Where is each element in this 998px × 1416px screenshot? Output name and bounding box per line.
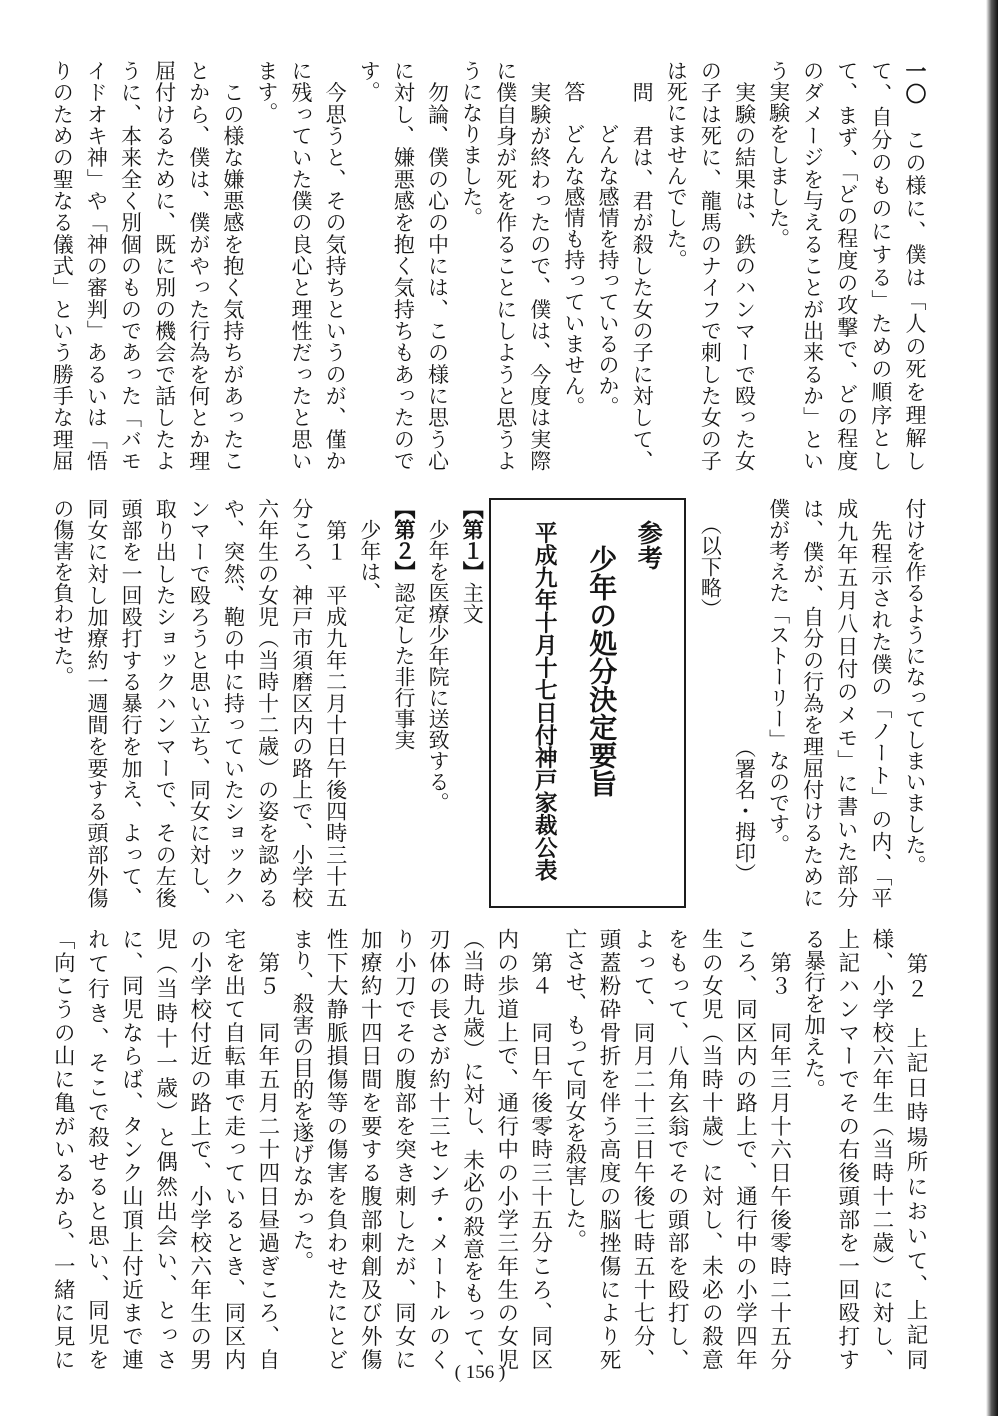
text-column: 第４ 同日午後零時三十五分ころ、同区 <box>527 928 553 1370</box>
text-column: れて行き、そこで殺せると思い、同児を <box>84 928 110 1370</box>
text-column: て、自分のものにする」ための順序とし <box>868 60 893 471</box>
text-column: り小刀でその腹部を突き刺したが、同女に <box>391 928 417 1370</box>
text-column: 少年を医療少年院に送致する。 <box>426 498 451 813</box>
text-column: 取り出したショックハンマーで、その左後 <box>153 498 178 908</box>
text-column: ころ、同区内の路上で、通行中の小学四年 <box>732 928 758 1370</box>
text-column: の傷害を負わせた。 <box>50 498 75 687</box>
text-column: りのための聖なる儀式」という勝手な理屈 <box>50 60 75 471</box>
text-column: る暴行を加えた。 <box>800 928 826 1100</box>
text-column: 第５ 同年五月二十四日昼過ぎころ、自 <box>254 928 280 1370</box>
text-column: まり、殺害の目的を遂げなかった。 <box>289 928 315 1272</box>
text-column: は、僕が、自分の行為を理屈付けるために <box>800 498 825 908</box>
text-column: この様な嫌悪感を抱く気持ちがあったこ <box>220 60 245 471</box>
text-column: 亡させ、もって同女を殺害した。 <box>561 928 587 1251</box>
text-column: 少年は、 <box>357 498 382 603</box>
text-column: イドオキ神」や「神の審判」あるいは「悟 <box>84 60 109 471</box>
text-column: 刃体の長さが約十三センチ・メートルのく <box>425 928 451 1370</box>
text-column: をもって、八角玄翁でその頭部を殴打し、 <box>664 928 690 1370</box>
signature-note: （署名・拇印） <box>732 737 757 884</box>
text-column: （当時九歳）に対し、未必の殺意をもって、 <box>459 928 485 1370</box>
text-column: に対し、嫌悪感を抱く気持ちもあったので <box>391 60 416 471</box>
text-column: 同女に対し加療約一週間を要する頭部外傷 <box>85 498 110 908</box>
text-column: のダメージを与えることが出来るか」とい <box>800 60 825 471</box>
text-column: 様、小学校六年生（当時十二歳）に対し、 <box>868 928 894 1370</box>
text-column: 今思うと、その気持ちというのが、僅か <box>323 60 348 471</box>
reference-label: 参考 <box>634 520 664 570</box>
text-column: う実験をしました。 <box>766 60 791 249</box>
text-column: や、突然、鞄の中に持っていたショックハ <box>221 498 246 908</box>
text-column: どんな感情を持っているのか。 <box>596 60 621 417</box>
text-column: に、同児ならば、タンク山頂上付近まで連 <box>118 928 144 1370</box>
text-column: 勿論、僕の心の中には、この様に思う心 <box>425 60 450 471</box>
page-number: ( 156 ) <box>454 1362 506 1383</box>
text-column: 頭蓋粉砕骨折を伴う高度の脳挫傷により死 <box>596 928 622 1370</box>
text-column: 頭部を一回殴打する暴行を加え、よって、 <box>119 498 144 908</box>
section-heading-label: 【第２】 <box>392 498 418 582</box>
text-column: うになりました。 <box>459 60 484 228</box>
text-column: よって、同月二十三日午後七時五十七分、 <box>630 928 656 1370</box>
section-heading-title: 主文 <box>460 582 485 624</box>
section-heading <box>455 498 489 908</box>
text-column: ンマーで殴ろうと思い立ち、同女に対し、 <box>187 498 212 908</box>
text-column: 屈付けるために、既に別の機会で話したよ <box>152 60 177 471</box>
middle-tier <box>44 498 932 908</box>
text-column: 児（当時十一歳）と偶然出会い、とっさ <box>152 928 178 1370</box>
reference-box <box>489 498 686 908</box>
text-column: 第１ 平成九年二月十日午後四時三十五 <box>323 498 348 908</box>
section-heading-label: 【第１】 <box>460 498 486 582</box>
text-column: 第３ 同年三月十六日午後零時二十五分 <box>766 928 792 1370</box>
section-heading-title: 認定した非行事実 <box>392 582 417 750</box>
bottom-tier <box>44 928 932 1370</box>
text-column: は死にませんでした。 <box>664 60 689 270</box>
text-column: 宅を出て自転車で走っているとき、同区内 <box>220 928 246 1370</box>
text-column: 分ころ、神戸市須磨区内の路上で、小学校 <box>289 498 314 908</box>
text-column: 僕が考えた「ストーリー」なのです。 <box>766 498 791 855</box>
text-column: 上記ハンマーでその右後頭部を一回殴打す <box>834 928 860 1370</box>
section-heading <box>387 498 421 908</box>
text-column: 答 どんな感情も持っていません。 <box>561 60 586 417</box>
text-column: うに、本来全く別個のものであった「バモ <box>118 60 143 471</box>
text-column: す。 <box>357 60 382 102</box>
reference-subtitle: 平成九年十月十七日付神戸家裁公表 <box>531 521 558 881</box>
scan-edge <box>986 0 998 1416</box>
text-column: の子は死に、龍馬のナイフで刺した女の子 <box>698 60 723 471</box>
text-column: 第２ 上記日時場所において、上記同 <box>903 928 928 1370</box>
text-column: 六年生の女児（当時十二歳）の姿を認める <box>255 498 280 908</box>
text-column: 問 君は、君が殺した女の子に対して、 <box>630 60 655 471</box>
text-column: 加療約十四日間を要する腹部刺創及び外傷 <box>357 928 383 1370</box>
text-column: 付けを作るようになってしまいました。 <box>903 498 927 876</box>
text-column: 「向こうの山に亀がいるから、一緒に見に <box>50 928 76 1370</box>
text-column: に残っていた僕の良心と理性だったと思い <box>289 60 314 471</box>
text-column: 生の女児（当時十歳）に対し、未必の殺意 <box>698 928 724 1370</box>
omitted-note: （以下略） <box>698 514 723 619</box>
text-column: て、まず、「どの程度の攻撃で、どの程度 <box>834 60 859 471</box>
text-column <box>898 60 932 471</box>
reference-title: 少年の処分決定要旨 <box>585 545 619 797</box>
top-tier <box>44 60 932 471</box>
text-column: とから、僕は、僕がやった行為を何とか理 <box>186 60 211 471</box>
text-column: 性下大静脈損傷等の傷害を負わせたにとど <box>323 928 349 1370</box>
text-column: に僕自身が死を作ることにしようと思うよ <box>493 60 518 471</box>
text-column: 実験の結果は、鉄のハンマーで殴った女 <box>732 60 757 471</box>
line-text: この様に、僕は「人の死を理解し <box>903 105 927 472</box>
section-number: 一〇 <box>903 60 928 106</box>
text-column: の小学校付近の路上で、小学校六年生の男 <box>186 928 212 1370</box>
text-column: 内の歩道上で、通行中の小学三年生の女児 <box>493 928 519 1370</box>
text-column: 先程示された僕の「ノート」の内、「平 <box>868 498 893 908</box>
text-column: 実験が終わったので、僕は、今度は実際 <box>527 60 552 471</box>
text-column: 成九年五月八日付のメモ」に書いた部分 <box>834 498 859 908</box>
text-column: ます。 <box>254 60 279 123</box>
